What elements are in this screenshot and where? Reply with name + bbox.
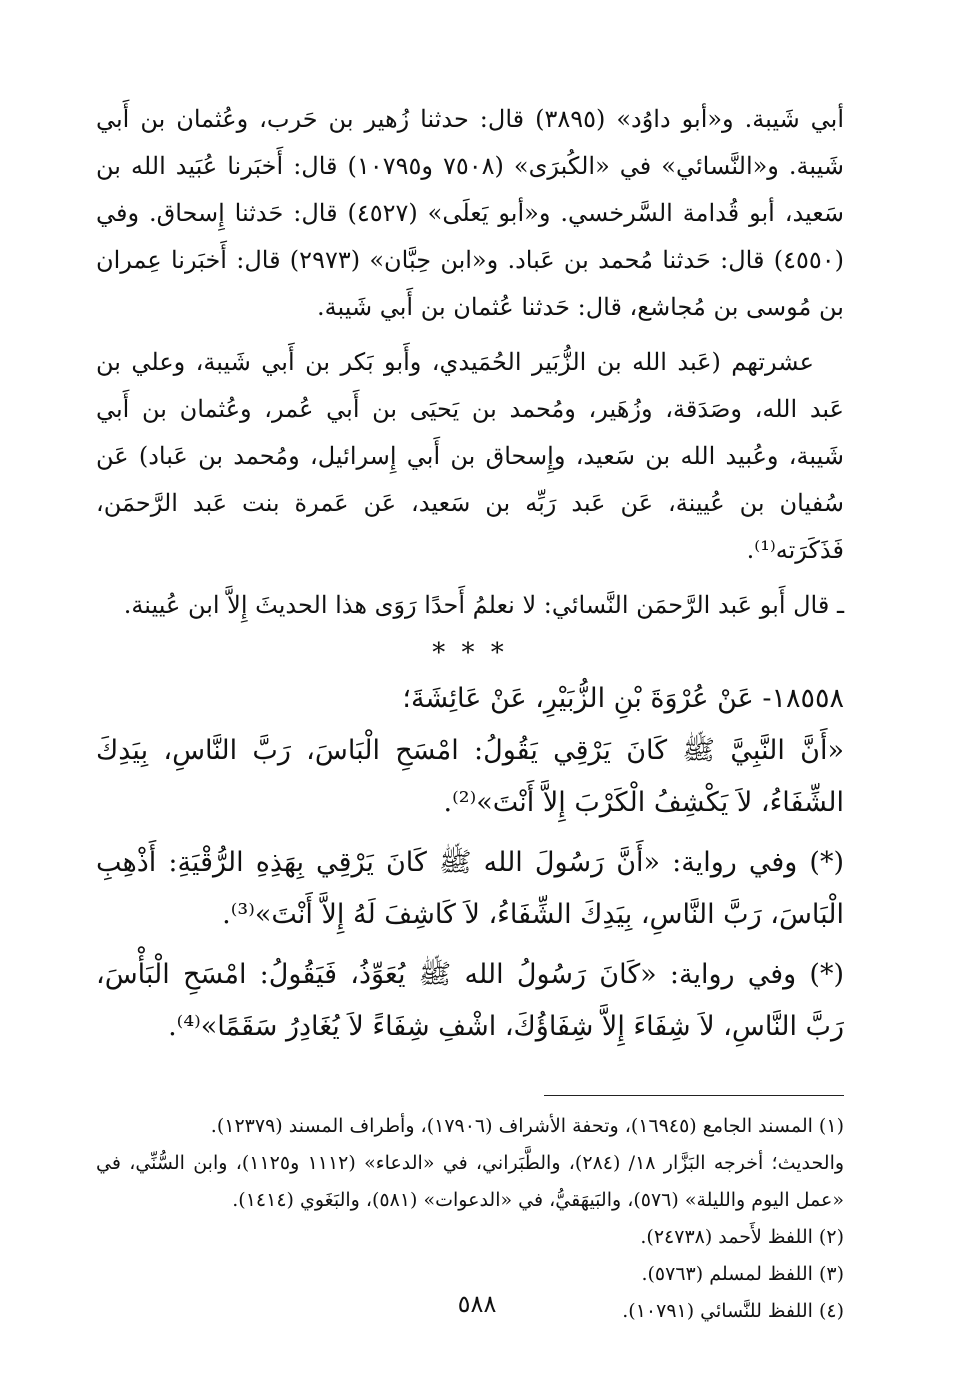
footnote-3: (٣) اللفظ لمسلم (٥٧٦٣). bbox=[641, 1263, 844, 1285]
footnote-4: (٤) اللفظ للنَّسائي (١٠٧٩١). bbox=[622, 1300, 844, 1322]
footnote-1: (١) المسند الجامع (١٦٩٤٥)، وتحفة الأشراف (١٧٩٠٦)، وأطراف المسند (١٢٣٧٩). bbox=[210, 1115, 844, 1137]
hadith-text: «أَنَّ النَّبِيَّ ﷺ كَانَ يَرْقِي يَقُولُ: امْسَحِ الْبَاسَ، رَبَّ النَّاسِ، بِيَدِكَ الشِّفَاءُ، لاَ يَكْشِفُ الْكَرْبَ إِلاَّ أَنْتَ»⁽²⁾. bbox=[96, 735, 844, 818]
section-separator: * * * bbox=[432, 638, 508, 668]
nasai-comment: ـ قال أَبو عَبد الرَّحمَن النَّسائي: لا نعلمُ أَحدًا رَوَى هذا الحديثَ إِلاَّ ابن عُيينة. bbox=[123, 591, 844, 619]
hadith-variant-1: (*) وفي رواية: «أَنَّ رَسُولَ الله ﷺ كَانَ يَرْقِي بِهَذِهِ الرُّقْيَةِ: أَذْهِبِ الْبَاسَ، رَبَّ النَّاسِ، بِيَدِكَ الشِّفَاءُ، لاَ كَاشِفَ لَهُ إِلاَّ أَنْتَ»⁽³⁾. bbox=[96, 847, 844, 930]
footnote-2: (٢) اللفظ لأَحمد (٢٤٧٣٨). bbox=[640, 1226, 844, 1248]
hadith-variant-2: (*) وفي رواية: «كَانَ رَسُولُ الله ﷺ يُعَوِّذُ، فَيَقُولُ: امْسَحِ الْبَأْسَ، رَبَّ النَّاسِ، لاَ شِفَاءَ إِلاَّ شِفَاؤُكَ، اشْفِ شِفَاءً لاَ يُغَادِرُ سَقَمًا»⁽⁴⁾. bbox=[96, 959, 844, 1042]
sources-paragraph: أبي شَيبة. و«أبو داوُد» (٣٨٩٥) قال: حدثنا زُهير بن حَرب، وعُثمان بن أَبي شَيبة. و«النَّسائي» في «الكُبرَى» (٧٥٠٨ و١٠٧٩٥) قال: أَخبَرنا عُبَيد الله بن سَعيد، أبو قُدامة السَّرخسي. و«أبو يَعلَى» (٤٥٢٧) قال: حَدثنا إِسحاق. وفي (٤٥٥٠) قال: حَدثنا مُحمد بن عَباد. و«ابن حِبَّان» (٢٩٧٣) قال: أَخبَرنا عِمران بن مُوسى بن مُجاشع، قال: حَدثنا عُثمان بن أَبي شَيبة. bbox=[96, 105, 845, 321]
page-number: ٥٨٨ bbox=[457, 1290, 497, 1318]
isnad-paragraph: عشرتهم (عَبد الله بن الزُّبَير الحُمَيدي، وأَبو بَكر بن أَبي شَيبة، وعلي بن عَبد الله، وصَدَقة، وزُهَير، ومُحمد بن يَحيَى بن أَبي عُمر، وعُثمان بن أَبي شَيبة، وعُبيد الله بن سَعيد، وإِسحاق بن أَبي إِسرائيل، ومُحمد بن عَباد) عَن سُفيان بن عُيينة، عَن عَبد رَبِّه بن سَعيد، عَن عَمرة بنت عَبد الرَّحمَن، فَذَكَرَته⁽¹⁾. bbox=[96, 348, 844, 564]
footnote-1-continued: والحديث؛ أخرجه البَزَّار ١٨/ (٢٨٤)، والطَّبَراني، في «الدعاء» (١١١٢ و١١٢٥)، وابن السُّنِّي، في «عمل اليوم والليلة» (٥٧٦)، والبَيهَقيُّ، في «الدعوات» (٥٨١)، والبَغَوي (١٤١٤). bbox=[96, 1152, 845, 1211]
footnote-divider bbox=[544, 1095, 844, 1096]
hadith-heading: ١٨٥٥٨- عَنْ عُرْوَةَ بْنِ الزُّبَيْرِ، عَنْ عَائِشَةَ؛ bbox=[402, 683, 844, 714]
page-content bbox=[96, 96, 844, 1336]
